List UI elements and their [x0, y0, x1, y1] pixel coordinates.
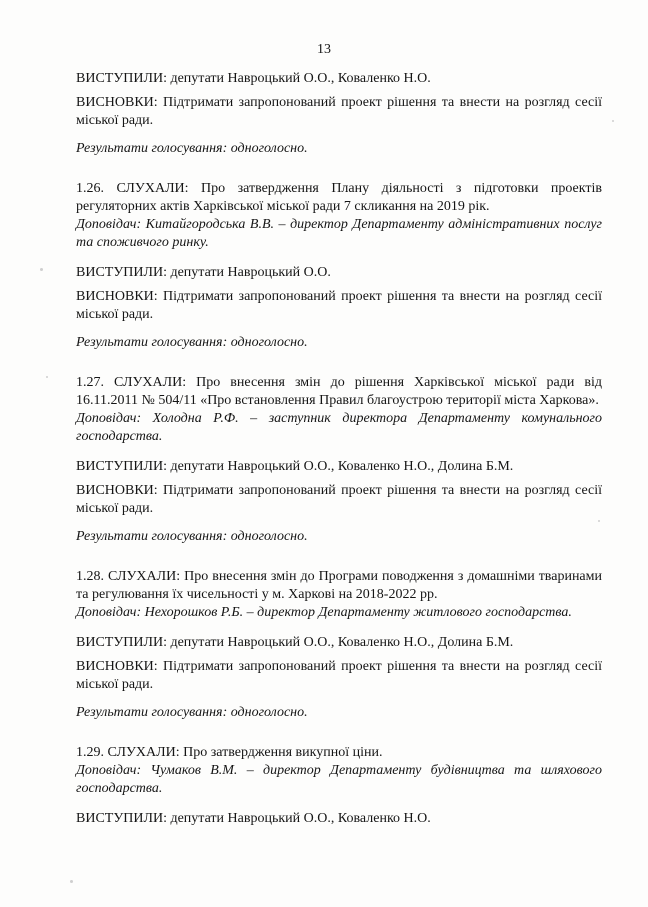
voting-result: Результати голосування: одноголосно.: [76, 335, 308, 350]
scan-speck: [40, 268, 43, 271]
spoke-paragraph: ВИСТУПИЛИ: депутати Навроцький О.О.: [76, 265, 331, 280]
voting-result: Результати голосування: одноголосно.: [76, 141, 308, 156]
agenda-item-1-29: 1.29. СЛУХАЛИ: Про затвердження викупної ціни.: [76, 745, 383, 760]
conclusion-paragraph: ВИСНОВКИ: Підтримати запропонований проект рішення та внести на розгляд сесії міської ради.: [76, 289, 602, 322]
spoke-paragraph: ВИСТУПИЛИ: депутати Навроцький О.О., Коваленко Н.О.: [76, 811, 431, 826]
speaker-line: Доповідач: Китайгородська В.В. – директор Департаменту адміністративних послуг та споживчого ринку.: [76, 217, 602, 250]
speaker-line: Доповідач: Нехорошков Р.Б. – директор Департаменту житлового господарства.: [76, 605, 572, 620]
scan-speck: [46, 376, 48, 378]
conclusion-paragraph: ВИСНОВКИ: Підтримати запропонований проект рішення та внести на розгляд сесії міської ради.: [76, 483, 602, 516]
conclusion-paragraph: ВИСНОВКИ: Підтримати запропонований проект рішення та внести на розгляд сесії міської ради.: [76, 659, 602, 692]
minutes-body: [76, 70, 602, 834]
scan-speck: [612, 120, 614, 122]
scan-speck: [598, 520, 600, 522]
spoke-paragraph: ВИСТУПИЛИ: депутати Навроцький О.О., Коваленко Н.О., Долина Б.М.: [76, 635, 514, 650]
page-number: 13: [317, 42, 331, 57]
voting-result: Результати голосування: одноголосно.: [76, 705, 308, 720]
agenda-item-1-27: 1.27. СЛУХАЛИ: Про внесення змін до рішення Харківської міської ради від 16.11.2011 № 504/11 «Про встановлення Правил благоустрою території міста Харкова».: [76, 375, 602, 408]
speaker-line: Доповідач: Чумаков В.М. – директор Департаменту будівництва та шляхового господарства.: [76, 763, 602, 796]
conclusion-paragraph: ВИСНОВКИ: Підтримати запропонований проект рішення та внести на розгляд сесії міської ради.: [76, 95, 602, 128]
agenda-item-1-28: 1.28. СЛУХАЛИ: Про внесення змін до Програми поводження з домашніми тваринами та регулювання їх чисельності у м. Харкові на 2018-2022 рр.: [76, 569, 602, 602]
spoke-paragraph: ВИСТУПИЛИ: депутати Навроцький О.О., Коваленко Н.О.: [76, 71, 431, 86]
spoke-paragraph: ВИСТУПИЛИ: депутати Навроцький О.О., Коваленко Н.О., Долина Б.М.: [76, 459, 514, 474]
voting-result: Результати голосування: одноголосно.: [76, 529, 308, 544]
agenda-item-1-26: 1.26. СЛУХАЛИ: Про затвердження Плану діяльності з підготовки проектів регуляторних актів Харківської міської ради 7 скликання на 2019 рік.: [76, 181, 602, 214]
scan-speck: [70, 880, 73, 883]
speaker-line: Доповідач: Холодна Р.Ф. – заступник директора Департаменту комунального господарства.: [76, 411, 602, 444]
